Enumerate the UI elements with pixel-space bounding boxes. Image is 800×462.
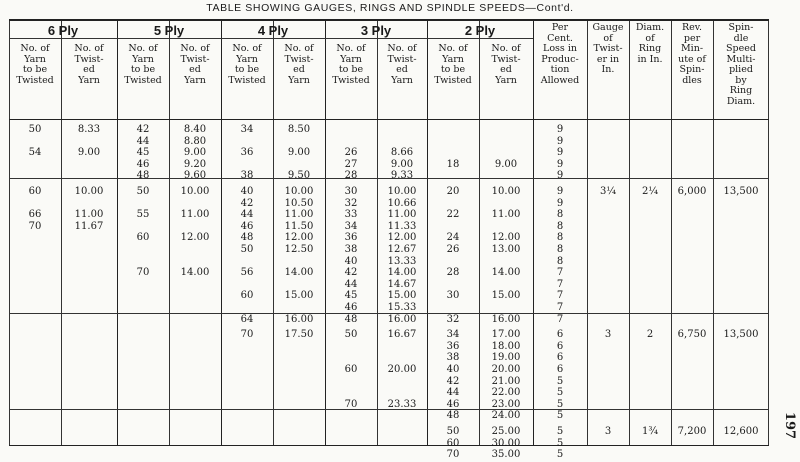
cell-ring-diameter: 2 <box>646 329 654 341</box>
cell-twisted-2ply: 18.00 <box>491 340 521 352</box>
cell-twisted-2ply: 10.00 <box>491 186 521 197</box>
cell-loss-percent: 9 <box>556 135 564 147</box>
cell-yarn-4ply: 44 <box>240 209 254 221</box>
cell-twisted-4ply: 10.00 <box>284 186 314 197</box>
cell-twisted-6ply: 9.00 <box>77 147 101 159</box>
cell-twisted-2ply: 22.00 <box>491 387 521 399</box>
cell-loss-percent: 8 <box>556 244 564 255</box>
cell-yarn-4ply: 56 <box>240 267 254 279</box>
cell-twisted-6ply: 11.00 <box>74 209 104 221</box>
cell-loss-percent: 7 <box>556 290 564 302</box>
cell-loss-percent: 5 <box>556 410 564 422</box>
header-yarn-to-be-twisted: No. of Yarn to be Twisted <box>434 43 472 86</box>
header-yarn-to-be-twisted: No. of Yarn to be Twisted <box>16 43 54 86</box>
cell-twisted-3ply: 15.00 <box>387 290 417 302</box>
cell-twister-gauge: 3 <box>604 426 612 437</box>
cell-twisted-4ply: 12.00 <box>284 232 314 244</box>
cell-twisted-2ply: 21.00 <box>491 375 521 387</box>
ply-header-4: 4 Ply <box>257 23 289 38</box>
cell-loss-percent: 5 <box>556 449 564 461</box>
cell-twisted-2ply: 24.00 <box>491 410 521 422</box>
cell-yarn-3ply: 30 <box>344 186 358 197</box>
header-twister-gauge: Gauge of Twist- er in In. <box>592 22 624 75</box>
cell-loss-percent: 9 <box>556 147 564 159</box>
header-ring-diameter: Diam. of Ring in In. <box>635 22 665 65</box>
cell-twisted-3ply: 8.66 <box>390 147 414 159</box>
cell-loss-percent: 7 <box>556 302 564 313</box>
header-twisted-yarn: No. of Twist- ed Yarn <box>387 43 417 86</box>
cell-loss-percent: 8 <box>556 209 564 221</box>
cell-yarn-3ply: 48 <box>344 313 358 325</box>
cell-yarn-2ply: 26 <box>446 244 460 255</box>
cell-yarn-2ply: 18 <box>446 158 460 170</box>
header-spindle-speed-ring: Spin- dle Speed Multi- plied by Ring Diam. <box>726 22 756 107</box>
cell-twisted-5ply: 8.40 <box>183 124 207 135</box>
cell-twisted-4ply: 15.00 <box>284 290 314 302</box>
cell-twisted-3ply: 9.00 <box>390 158 414 170</box>
cell-yarn-4ply: 36 <box>240 147 254 159</box>
cell-twisted-3ply: 10.66 <box>387 197 417 209</box>
ply-header-3: 3 Ply <box>360 23 392 38</box>
cell-yarn-6ply: 66 <box>28 209 42 221</box>
cell-twisted-3ply: 23.33 <box>387 398 417 410</box>
cell-twister-gauge: 3¼ <box>599 186 617 197</box>
cell-twisted-2ply: 13.00 <box>491 244 521 255</box>
cell-yarn-5ply: 42 <box>136 124 150 135</box>
cell-yarn-5ply: 60 <box>136 232 150 244</box>
cell-twisted-5ply: 8.80 <box>183 135 207 147</box>
cell-twisted-3ply: 16.67 <box>387 329 417 341</box>
spindle-speed-table <box>9 19 769 461</box>
page-number: 197 <box>782 411 798 440</box>
cell-yarn-3ply: 32 <box>344 197 358 209</box>
cell-twisted-3ply: 10.00 <box>387 186 417 197</box>
cell-loss-percent: 6 <box>556 364 564 375</box>
cell-twister-gauge: 3 <box>604 329 612 341</box>
cell-twisted-2ply: 35.00 <box>491 449 521 461</box>
cell-yarn-5ply: 45 <box>136 147 150 159</box>
cell-speed-x-ring: 12,600 <box>723 426 759 437</box>
cell-yarn-2ply: 24 <box>446 232 460 244</box>
cell-yarn-3ply: 40 <box>344 255 358 267</box>
cell-twisted-3ply: 11.00 <box>387 209 417 221</box>
cell-twisted-2ply: 20.00 <box>491 364 521 375</box>
cell-yarn-4ply: 42 <box>240 197 254 209</box>
column-divider <box>587 21 588 445</box>
cell-yarn-5ply: 50 <box>136 186 150 197</box>
cell-yarn-2ply: 70 <box>446 449 460 461</box>
cell-loss-percent: 7 <box>556 267 564 279</box>
header-yarn-to-be-twisted: No. of Yarn to be Twisted <box>332 43 370 86</box>
cell-twisted-3ply: 16.00 <box>387 313 417 325</box>
cell-loss-percent: 7 <box>556 313 564 325</box>
ply-header-rule <box>9 38 533 39</box>
cell-yarn-5ply: 48 <box>136 170 150 182</box>
cell-yarn-4ply: 34 <box>240 124 254 135</box>
cell-yarn-5ply: 55 <box>136 209 150 221</box>
cell-yarn-2ply: 60 <box>446 437 460 449</box>
cell-yarn-3ply: 38 <box>344 244 358 255</box>
cell-yarn-5ply: 44 <box>136 135 150 147</box>
ply-header-5: 5 Ply <box>153 23 185 38</box>
cell-yarn-4ply: 64 <box>240 313 254 325</box>
cell-yarn-2ply: 44 <box>446 387 460 399</box>
cell-twisted-4ply: 9.00 <box>287 147 311 159</box>
cell-twisted-5ply: 11.00 <box>180 209 210 221</box>
cell-yarn-3ply: 27 <box>344 158 358 170</box>
cell-yarn-3ply: 45 <box>344 290 358 302</box>
cell-yarn-2ply: 28 <box>446 267 460 279</box>
cell-yarn-3ply: 70 <box>344 398 358 410</box>
cell-twisted-2ply: 19.00 <box>491 352 521 364</box>
cell-twisted-3ply: 9.33 <box>390 170 414 182</box>
cell-twisted-3ply: 20.00 <box>387 364 417 375</box>
cell-twisted-4ply: 12.50 <box>284 244 314 255</box>
cell-twisted-3ply: 14.67 <box>387 278 417 290</box>
cell-yarn-2ply: 38 <box>446 352 460 364</box>
cell-yarn-3ply: 60 <box>344 364 358 375</box>
cell-twisted-2ply: 11.00 <box>491 209 521 221</box>
cell-yarn-4ply: 46 <box>240 220 254 232</box>
cell-yarn-2ply: 22 <box>446 209 460 221</box>
cell-yarn-4ply: 48 <box>240 232 254 244</box>
cell-twisted-3ply: 13.33 <box>387 255 417 267</box>
cell-loss-percent: 8 <box>556 255 564 267</box>
cell-yarn-3ply: 44 <box>344 278 358 290</box>
cell-twisted-5ply: 9.60 <box>183 170 207 182</box>
ply-header-6: 6 Ply <box>47 23 79 38</box>
cell-twisted-6ply: 11.67 <box>74 220 104 232</box>
cell-twisted-5ply: 9.20 <box>183 158 207 170</box>
column-divider <box>629 21 630 445</box>
cell-twisted-2ply: 30.00 <box>491 437 521 449</box>
cell-ring-diameter: 2¼ <box>641 186 659 197</box>
cell-loss-percent: 9 <box>556 186 564 197</box>
cell-twisted-4ply: 8.50 <box>287 124 311 135</box>
cell-loss-percent: 5 <box>556 375 564 387</box>
cell-yarn-3ply: 28 <box>344 170 358 182</box>
cell-yarn-4ply: 38 <box>240 170 254 182</box>
header-twisted-yarn: No. of Twist- ed Yarn <box>491 43 521 86</box>
cell-yarn-6ply: 70 <box>28 220 42 232</box>
cell-twisted-2ply: 12.00 <box>491 232 521 244</box>
cell-twisted-3ply: 14.00 <box>387 267 417 279</box>
header-twisted-yarn: No. of Twist- ed Yarn <box>284 43 314 86</box>
cell-yarn-5ply: 70 <box>136 267 150 279</box>
cell-twisted-2ply: 15.00 <box>491 290 521 302</box>
cell-twisted-4ply: 14.00 <box>284 267 314 279</box>
cell-yarn-2ply: 30 <box>446 290 460 302</box>
cell-twisted-5ply: 12.00 <box>180 232 210 244</box>
cell-loss-percent: 6 <box>556 329 564 341</box>
table-title: TABLE SHOWING GAUGES, RINGS AND SPINDLE SPEEDS—Cont'd. <box>206 2 574 14</box>
cell-yarn-4ply: 40 <box>240 186 254 197</box>
header-spindle-rpm: Rev. per Min- ute of Spin- dles <box>678 22 706 86</box>
cell-loss-percent: 9 <box>556 197 564 209</box>
header-yarn-to-be-twisted: No. of Yarn to be Twisted <box>228 43 266 86</box>
cell-yarn-3ply: 26 <box>344 147 358 159</box>
header-loss-allowed: Per Cent. Loss in Produc- tion Allowed <box>540 22 580 86</box>
cell-loss-percent: 6 <box>556 340 564 352</box>
cell-yarn-2ply: 34 <box>446 329 460 341</box>
cell-twisted-3ply: 12.00 <box>387 232 417 244</box>
header-twisted-yarn: No. of Twist- ed Yarn <box>74 43 104 86</box>
cell-yarn-2ply: 42 <box>446 375 460 387</box>
cell-yarn-3ply: 36 <box>344 232 358 244</box>
cell-loss-percent: 9 <box>556 158 564 170</box>
cell-spindle-rpm: 6,750 <box>677 329 707 341</box>
cell-yarn-2ply: 36 <box>446 340 460 352</box>
cell-loss-percent: 7 <box>556 278 564 290</box>
cell-yarn-4ply: 70 <box>240 329 254 341</box>
cell-twisted-2ply: 23.00 <box>491 398 521 410</box>
cell-yarn-2ply: 20 <box>446 186 460 197</box>
cell-loss-percent: 5 <box>556 426 564 437</box>
cell-loss-percent: 8 <box>556 220 564 232</box>
cell-loss-percent: 8 <box>556 232 564 244</box>
cell-loss-percent: 9 <box>556 124 564 135</box>
cell-yarn-3ply: 33 <box>344 209 358 221</box>
cell-twisted-4ply: 11.00 <box>284 209 314 221</box>
cell-yarn-4ply: 60 <box>240 290 254 302</box>
cell-twisted-2ply: 9.00 <box>494 158 518 170</box>
cell-yarn-2ply: 50 <box>446 426 460 437</box>
cell-yarn-3ply: 46 <box>344 302 358 313</box>
cell-twisted-2ply: 14.00 <box>491 267 521 279</box>
cell-twisted-5ply: 10.00 <box>180 186 210 197</box>
cell-speed-x-ring: 13,500 <box>723 329 759 341</box>
cell-yarn-2ply: 48 <box>446 410 460 422</box>
cell-loss-percent: 5 <box>556 437 564 449</box>
cell-spindle-rpm: 6,000 <box>677 186 707 197</box>
cell-twisted-5ply: 14.00 <box>180 267 210 279</box>
cell-yarn-2ply: 32 <box>446 313 460 325</box>
header-twisted-yarn: No. of Twist- ed Yarn <box>180 43 210 86</box>
cell-loss-percent: 5 <box>556 398 564 410</box>
cell-yarn-5ply: 46 <box>136 158 150 170</box>
cell-ring-diameter: 1¾ <box>641 426 659 437</box>
cell-twisted-3ply: 15.33 <box>387 302 417 313</box>
cell-yarn-6ply: 60 <box>28 186 42 197</box>
cell-loss-percent: 9 <box>556 170 564 182</box>
cell-twisted-2ply: 17.00 <box>491 329 521 341</box>
cell-twisted-4ply: 17.50 <box>284 329 314 341</box>
cell-speed-x-ring: 13,500 <box>723 186 759 197</box>
cell-twisted-5ply: 9.00 <box>183 147 207 159</box>
cell-loss-percent: 6 <box>556 352 564 364</box>
header-yarn-to-be-twisted: No. of Yarn to be Twisted <box>124 43 162 86</box>
cell-twisted-4ply: 16.00 <box>284 313 314 325</box>
cell-yarn-4ply: 50 <box>240 244 254 255</box>
cell-yarn-3ply: 50 <box>344 329 358 341</box>
cell-twisted-4ply: 9.50 <box>287 170 311 182</box>
header-rule <box>9 119 769 120</box>
cell-spindle-rpm: 7,200 <box>677 426 707 437</box>
cell-twisted-2ply: 16.00 <box>491 313 521 325</box>
cell-twisted-2ply: 25.00 <box>491 426 521 437</box>
cell-yarn-3ply: 42 <box>344 267 358 279</box>
cell-yarn-6ply: 54 <box>28 147 42 159</box>
ply-header-2: 2 Ply <box>464 23 496 38</box>
cell-yarn-3ply: 34 <box>344 220 358 232</box>
cell-twisted-6ply: 10.00 <box>74 186 104 197</box>
cell-twisted-6ply: 8.33 <box>77 124 101 135</box>
cell-twisted-3ply: 11.33 <box>387 220 417 232</box>
cell-yarn-2ply: 40 <box>446 364 460 375</box>
cell-yarn-2ply: 46 <box>446 398 460 410</box>
cell-loss-percent: 5 <box>556 387 564 399</box>
cell-yarn-6ply: 50 <box>28 124 42 135</box>
cell-twisted-3ply: 12.67 <box>387 244 417 255</box>
cell-twisted-4ply: 10.50 <box>284 197 314 209</box>
cell-twisted-4ply: 11.50 <box>284 220 314 232</box>
